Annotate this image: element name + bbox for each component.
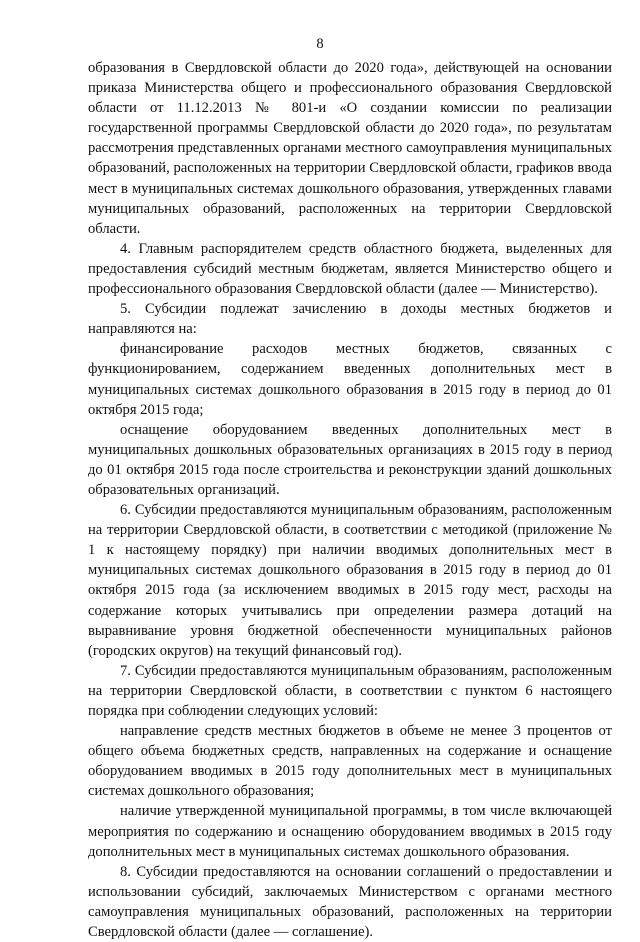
paragraph-7: 7. Субсидии предоставляются муниципальным образованиям, расположенным на территории Свердловской области, в соответствии с пунктом 6 настоящего порядка при соблюдении следующих условий: <box>88 662 612 719</box>
page-number: 8 <box>316 36 324 52</box>
paragraph-5-item-equipment: оснащение оборудованием введенных дополнительных мест в муниципальных дошкольных образовательных организациях в 2015 году в период до 01 октября 2015 года после строительства и реконструкции зданий дошкольных образовательных организаций. <box>88 421 612 498</box>
paragraph-8: 8. Субсидии предоставляются на основании соглашений о предоставлении и использовании субсидий, заключаемых Министерством с органами местного самоуправления муниципальных образований, расположенных на территории Свердловской области (далее — соглашение). <box>88 863 612 941</box>
paragraph-intro: образования в Свердловской области до 2020 года», действующей на основании приказа Министерства общего и профессионального образования Свердловской области от 11.12.2013 № 801-и «О создании комиссии по реализации государственной программы Свердловской области до 2020 года», по результатам рассмотрения представленных органами местного самоуправления муниципальных образований, расположенных на территории Свердловской области, графиков ввода мест в муниципальных системах дошкольного образования, утвержденных главами муниципальных образований, расположенных на территории Свердловской области. <box>88 60 612 237</box>
paragraph-7-condition-program: наличие утвержденной муниципальной программы, в том числе включающей мероприятия по содержанию и оснащению оборудованием вводимых в 2015 году дополнительных мест в муниципальных системах дошкольного образования. <box>88 803 612 860</box>
paragraph-5-item-financing: финансирование расходов местных бюджетов, связанных с функционированием, содержанием введенных дополнительных мест в муниципальных системах дошкольного образования в 2015 году в период до 01 октября 2015 года; <box>88 341 612 418</box>
paragraph-6: 6. Субсидии предоставляются муниципальным образованиям, расположенным на территории Свердловской области, в соответствии с методикой (приложение № 1 к настоящему порядку) при наличии вводимых дополнительных мест в муниципальных системах дошкольного образования в 2015 году в период до 01 октября 2015 года (за исключением вводимых в 2015 году мест, расходы на содержание которых учитывались при определении размера дотаций на выравнивание уровня бюджетной обеспеченности муниципальных районов (городских округов) на текущий финансовый год). <box>88 502 612 659</box>
document-body <box>88 58 612 942</box>
paragraph-7-condition-funding: направление средств местных бюджетов в объеме не менее 3 процентов от общего объема бюджетных средств, направленных на содержание и оснащение оборудованием вводимых в 2015 году дополнительных мест в муниципальных системах дошкольного образования; <box>88 723 612 800</box>
paragraph-5: 5. Субсидии подлежат зачислению в доходы местных бюджетов и направляются на: <box>88 301 612 338</box>
paragraph-4: 4. Главным распорядителем средств областного бюджета, выделенных для предоставления субсидий местным бюджетам, является Министерство общего и профессионального образования Свердловской области (далее — Министерство). <box>88 240 612 298</box>
